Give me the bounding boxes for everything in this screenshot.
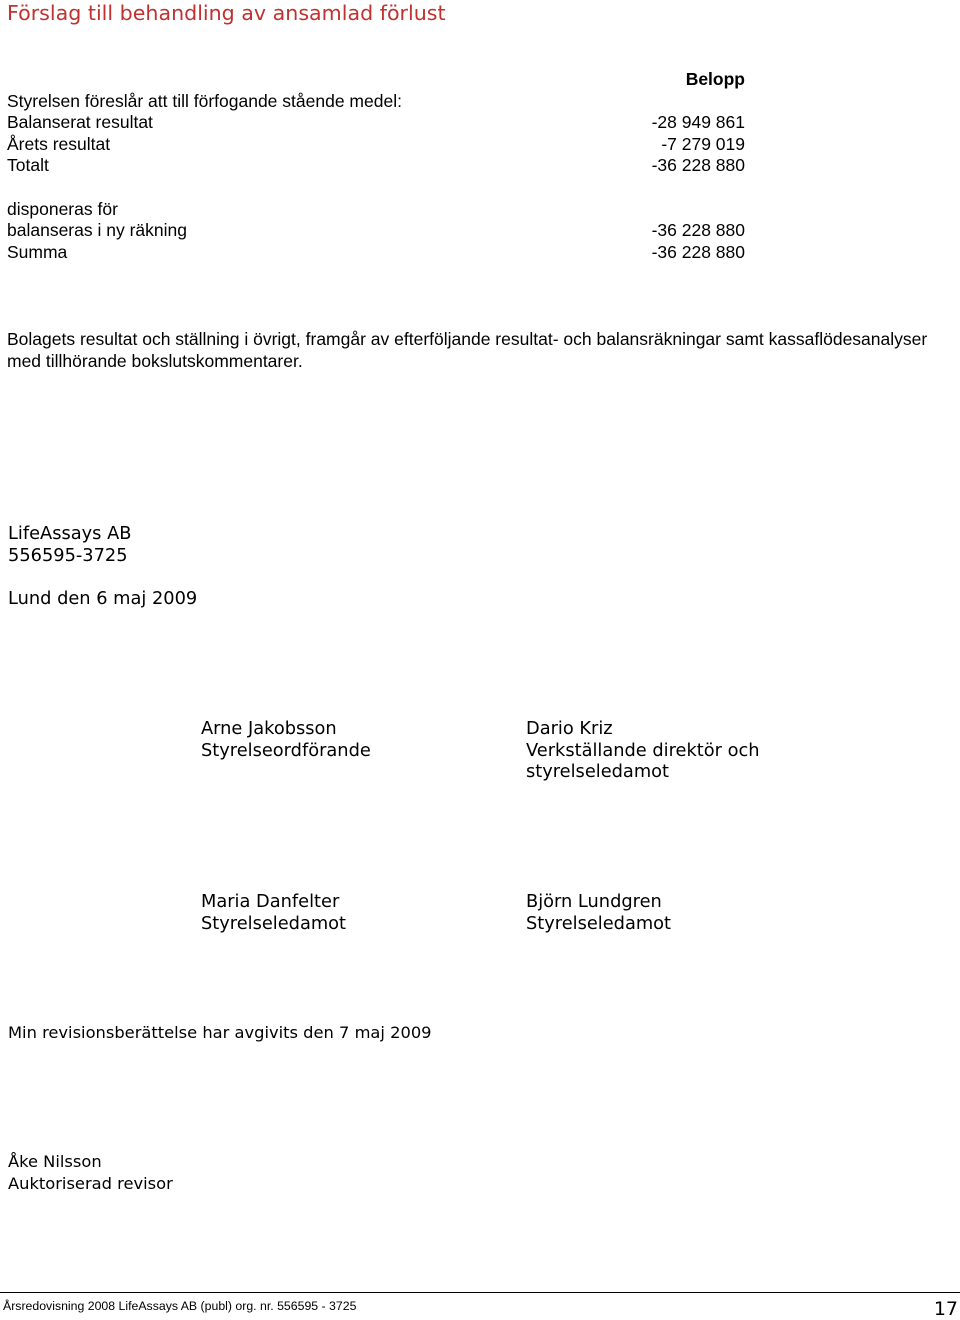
- table-row: [7, 134, 745, 156]
- signatory-role: Verkställande direktör och styrelseledamot: [526, 739, 760, 783]
- auditor-name: Åke Nilsson: [8, 1152, 102, 1171]
- disposition-heading-row: [7, 199, 745, 221]
- amount-column-header: Belopp: [685, 69, 745, 89]
- table-row: [7, 220, 745, 242]
- signatory-name: Björn Lundgren: [526, 891, 662, 912]
- company-name: LifeAssays AB: [8, 523, 132, 544]
- page-number: 17: [933, 1298, 958, 1320]
- row-amount: -28 949 861: [651, 112, 745, 133]
- signatory-role: Styrelseledamot: [526, 912, 672, 934]
- signatory-name: Arne Jakobsson: [201, 718, 337, 739]
- footer-divider: [0, 1292, 960, 1293]
- footer-text: Årsredovisning 2008 LifeAssays AB (publ) org. nr. 556595 - 3725: [3, 1299, 357, 1313]
- row-label: Summa: [7, 241, 68, 262]
- row-amount: -36 228 880: [651, 155, 745, 176]
- row-label: balanseras i ny räkning: [7, 220, 187, 241]
- auditor-block: [8, 1151, 173, 1194]
- company-block: [8, 523, 131, 566]
- company-org-number: 556595-3725: [8, 544, 128, 566]
- row-amount: -36 228 880: [651, 241, 745, 262]
- signatory-name: Dario Kriz: [526, 718, 613, 739]
- auditor-title: Auktoriserad revisor: [8, 1173, 173, 1193]
- intro-text: Styrelsen föreslår att till förfogande stående medel:: [7, 90, 402, 111]
- row-label: Totalt: [7, 155, 49, 176]
- spacer-row: [7, 177, 745, 199]
- statement-paragraph: Bolagets resultat och ställning i övrigt, framgår av efterföljande resultat- och balansräkningar samt kassaflödesanalyser med tillhörande bokslutskommentarer.: [7, 329, 928, 371]
- row-label: Årets resultat: [7, 133, 111, 154]
- signatory-role: Styrelseledamot: [201, 912, 347, 934]
- signature-block: [201, 718, 501, 761]
- signatory-name: Maria Danfelter: [201, 891, 340, 912]
- amount-header-row: [7, 69, 745, 91]
- page-title: Förslag till behandling av ansamlad förlust: [7, 1, 446, 25]
- loss-appropriation-table: [7, 69, 745, 263]
- disposition-heading: disponeras för: [7, 198, 118, 219]
- signature-block: [526, 891, 826, 934]
- signature-block: [526, 718, 826, 783]
- table-row: [7, 155, 745, 177]
- signature-block: [201, 891, 501, 934]
- row-label: Balanserat resultat: [7, 112, 153, 133]
- signatory-role: Styrelseordförande: [201, 739, 371, 761]
- table-row: [7, 112, 745, 134]
- row-amount: -36 228 880: [651, 220, 745, 241]
- table-row: [7, 242, 745, 264]
- intro-row: [7, 91, 745, 113]
- place-date: Lund den 6 maj 2009: [8, 588, 198, 609]
- row-amount: -7 279 019: [661, 133, 745, 154]
- auditor-statement: Min revisionsberättelse har avgivits den 7 maj 2009: [8, 1023, 432, 1042]
